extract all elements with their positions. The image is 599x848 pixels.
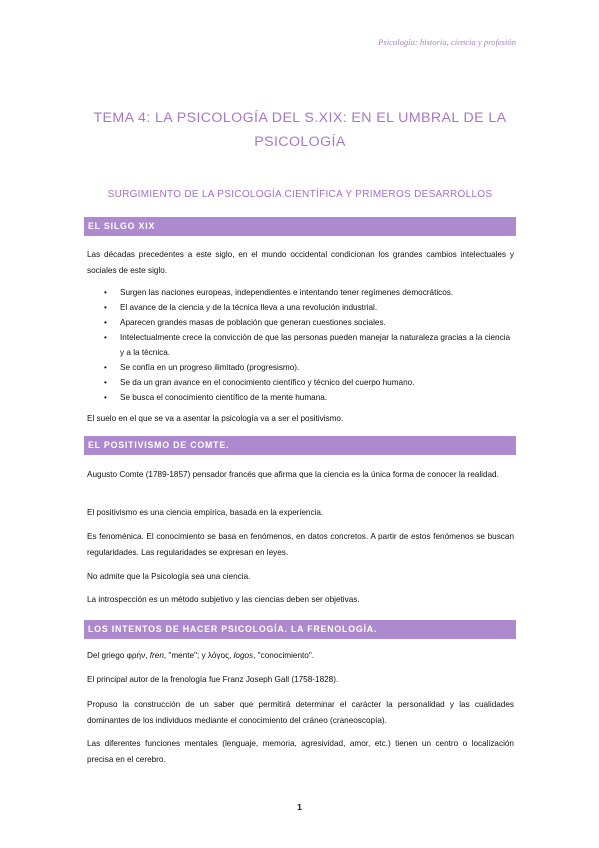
- page-title: TEMA 4: LA PSICOLOGÍA DEL S.XIX: EN EL UMBRAL DE LA PSICOLOGÍA: [93, 110, 507, 150]
- bullet-icon: •: [104, 393, 107, 402]
- list-item: • Aparecen grandes masas de población que generan cuestiones sociales.: [87, 315, 514, 330]
- section-heading-siglo-xix: EL SILGO XIX: [84, 217, 516, 236]
- paragraph: Las diferentes funciones mentales (lenguaje, memoria, agresividad, amor, etc.) tienen un centro o localización precisa en el cerebro.: [87, 739, 514, 764]
- paragraph: El principal autor de la frenología fue Franz Joseph Gall (1758-1828).: [87, 675, 339, 684]
- bullet-icon: •: [104, 288, 107, 297]
- page-subtitle: SURGIMIENTO DE LA PSICOLOGÍA CIENTÍFICA Y PRIMEROS DESARROLLOS: [107, 189, 493, 200]
- running-header: Psicología: historia, ciencia y profesión: [378, 37, 516, 47]
- etymology-paragraph: Del griego φρήν, fren, "mente"; y λόγος, logos, "conocimiento".: [87, 651, 315, 660]
- section-heading-frenologia: LOS INTENTOS DE HACER PSICOLOGÍA. LA FRENOLOGÍA.: [84, 620, 516, 639]
- list-item: • Se busca el conocimiento científico de la mente humana.: [87, 390, 514, 405]
- paragraph: El positivismo es una ciencia empírica, basada en la experiencia.: [87, 508, 324, 517]
- paragraph: Augusto Comte (1789-1857) pensador francés que afirma que la ciencia es la única forma de conocer la realidad.: [87, 470, 499, 479]
- bullet-icon: •: [104, 318, 107, 327]
- bullet-icon: •: [104, 333, 107, 342]
- paragraph: La introspección es un método subjetivo y las ciencias deben ser objetivas.: [87, 595, 360, 604]
- bullet-icon: •: [104, 378, 107, 387]
- list-item: • Se confía en un progreso ilimitado (progresismo).: [87, 360, 514, 375]
- bullet-icon: •: [104, 363, 107, 372]
- list-item: • Intelectualmente crece la convicción de que las personas pueden manejar la naturaleza gracias a la ciencia y a la técnica.: [87, 330, 514, 360]
- bullet-icon: •: [104, 303, 107, 312]
- list-item: • Se da un gran avance en el conocimiento científico y técnico del cuerpo humano.: [87, 375, 514, 390]
- paragraph: Propuso la construcción de un saber que permitirá determinar el carácter la personalidad y las cualidades dominantes de los individuos mediante el conocimiento del cráneo (craneoscopía).: [87, 700, 514, 725]
- section-heading-positivismo: EL POSITIVISMO DE COMTE.: [84, 436, 516, 455]
- list-item: • Surgen las naciones europeas, independientes e intentando tener regímenes democráticos.: [87, 285, 514, 300]
- list-item: • El avance de la ciencia y de la técnica lleva a una revolución industrial.: [87, 300, 514, 315]
- paragraph: Es fenoménica. El conocimiento se basa en fenómenos, en datos concretos. A partir de estos fenómenos se buscan regularidades. Las regularidades se expresan en leyes.: [87, 532, 514, 557]
- bullet-list: [87, 285, 514, 405]
- paragraph: No admite que la Psicología sea una ciencia.: [87, 572, 251, 581]
- page-number: 1: [297, 802, 302, 812]
- section-intro: Las décadas precedentes a este siglo, en el mundo occidental condicionan los grandes cambios intelectuales y sociales de este siglo.: [87, 250, 514, 275]
- section-closing: El suelo en el que se va a asentar la psicología va a ser el positivismo.: [87, 414, 344, 423]
